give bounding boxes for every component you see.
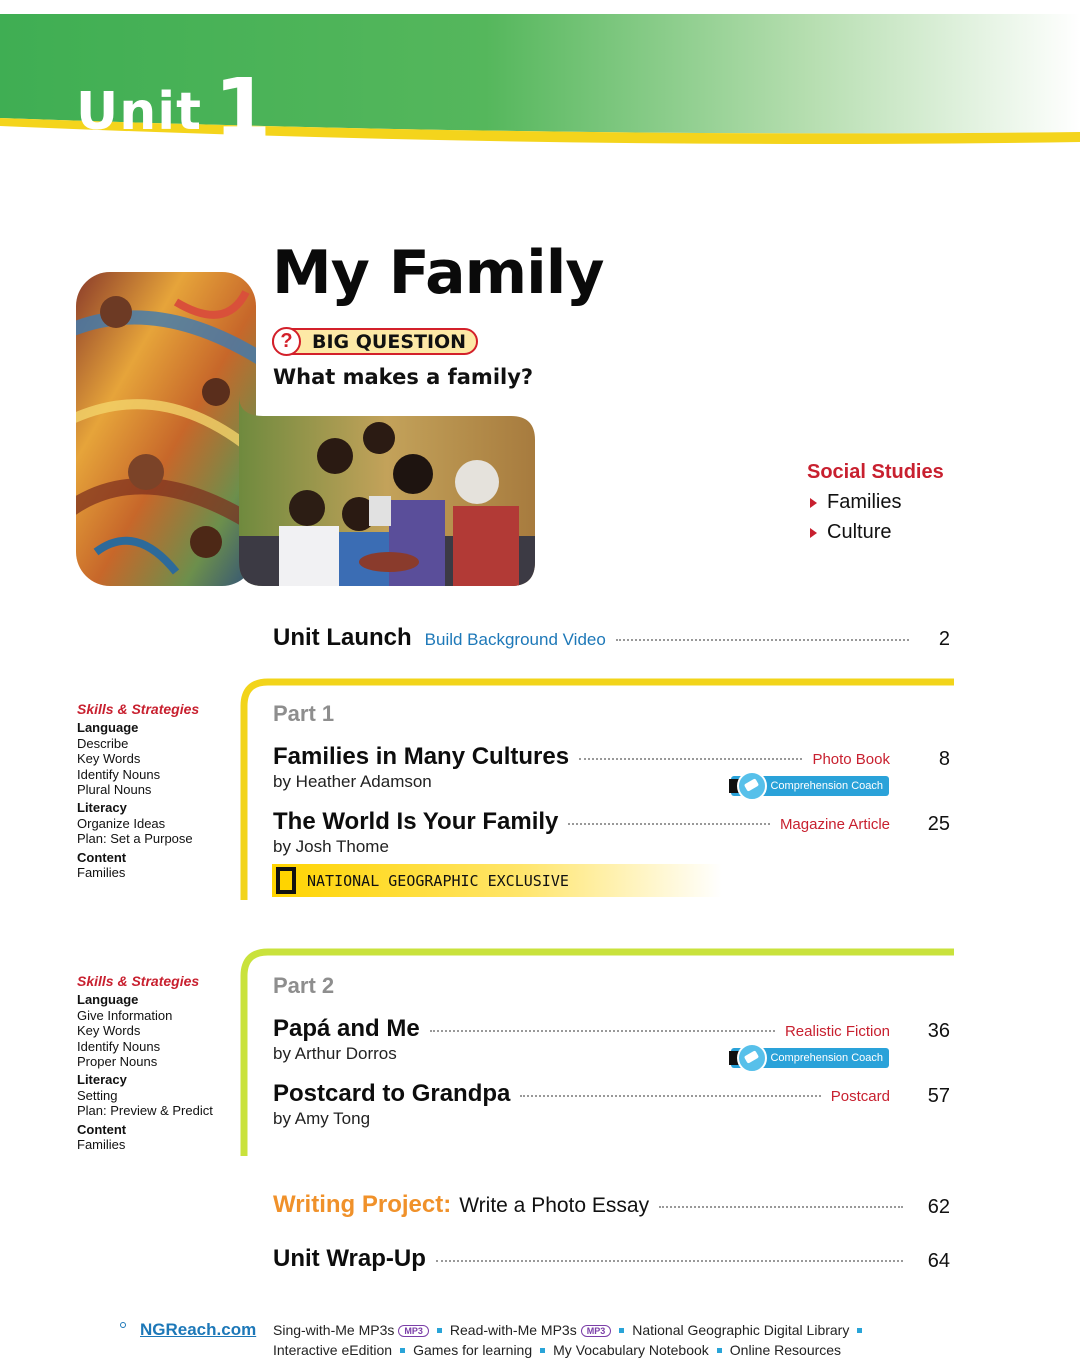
resources-footer: [0, 1314, 1080, 1364]
build-background-video-link[interactable]: Build Background Video: [424, 630, 606, 649]
skills-title: Skills & Strategies: [77, 973, 200, 989]
skills-item: Key Words: [77, 1023, 141, 1039]
page-number: 64: [927, 1250, 950, 1272]
page-number: 62: [927, 1196, 950, 1218]
natgeo-exclusive-banner: [272, 864, 722, 897]
big-question-label: BIG QUESTION: [312, 330, 467, 353]
comprehension-coach-badge[interactable]: [731, 1048, 889, 1068]
skills-item: Families: [77, 1137, 126, 1153]
toc-title: Unit Launch: [273, 624, 412, 651]
footer-resource-link[interactable]: Online Resources: [729, 1342, 842, 1358]
leader-dots: [616, 639, 909, 641]
triangle-bullet-icon: [810, 498, 817, 508]
natgeo-exclusive-text: NATIONAL GEOGRAPHIC EXCLUSIVE: [307, 871, 569, 890]
page-title: My Family: [272, 238, 604, 308]
ngreach-link[interactable]: NGReach.com: [140, 1320, 257, 1339]
author-byline: by Arthur Dorros: [273, 1044, 397, 1063]
skills-heading: Content: [77, 1121, 127, 1137]
toc-row-unit-launch[interactable]: [273, 624, 919, 652]
skills-heading: Language: [77, 720, 139, 736]
genre-label: Magazine Article: [779, 816, 890, 833]
footer-resource-link[interactable]: Read-with-Me MP3s: [449, 1322, 577, 1338]
unit-heading: [76, 54, 271, 157]
social-studies-title: Social Studies: [807, 461, 944, 483]
coach-label: Comprehension Coach: [770, 780, 883, 792]
part-1-label: Part 1: [273, 701, 335, 726]
skills-item: Proper Nouns: [77, 1054, 158, 1070]
toc-title: Papá and Me: [273, 1015, 420, 1042]
skills-heading: Literacy: [77, 800, 127, 816]
part-1-skills: [77, 702, 199, 880]
toc-row-papa-and-me[interactable]: [273, 1015, 890, 1043]
skills-item: Setting: [77, 1087, 118, 1103]
unit-banner: [0, 14, 1080, 157]
writing-project-title: Write a Photo Essay: [459, 1194, 650, 1217]
toc-row-the-world-is-your-family[interactable]: [273, 808, 890, 836]
mouse-icon: [737, 771, 767, 801]
skills-title: Skills & Strategies: [77, 701, 200, 717]
toc-row-families-in-many-cultures[interactable]: [273, 743, 890, 771]
unit-number: 1: [213, 62, 271, 157]
leader-dots: [659, 1206, 903, 1208]
skills-item: Plural Nouns: [77, 782, 152, 798]
social-studies-item: Families: [807, 491, 944, 514]
page-number: 2: [938, 628, 950, 650]
genre-label: Realistic Fiction: [784, 1023, 890, 1040]
natgeo-logo-icon: [276, 867, 296, 894]
mp3-badge-icon: MP3: [581, 1325, 612, 1337]
toc-row-postcard-to-grandpa[interactable]: [273, 1080, 890, 1108]
mp3-badge-icon: MP3: [398, 1325, 429, 1337]
footer-resource-link[interactable]: My Vocabulary Notebook: [553, 1342, 709, 1358]
circle-bullet-icon: [120, 1322, 126, 1328]
mouse-icon: [737, 1043, 767, 1073]
skills-item: Plan: Preview & Predict: [77, 1103, 213, 1119]
leader-dots: [520, 1095, 820, 1097]
skills-heading: Language: [77, 992, 139, 1008]
footer-resource-link[interactable]: Interactive eEdition: [273, 1342, 393, 1358]
author-byline: by Amy Tong: [273, 1109, 371, 1128]
skills-heading: Literacy: [77, 1072, 127, 1088]
big-question-text: What makes a family?: [273, 365, 534, 389]
skills-item: Key Words: [77, 751, 141, 767]
social-studies-item: Culture: [807, 521, 944, 544]
skills-item: Describe: [77, 735, 129, 751]
toc-title: Families in Many Cultures: [273, 743, 570, 770]
skills-item: Plan: Set a Purpose: [77, 831, 193, 847]
author-byline: by Josh Thome: [273, 837, 389, 856]
skills-item: Identify Nouns: [77, 766, 161, 782]
footer-line-2: [273, 1342, 841, 1358]
writing-project-label: Writing Project:: [273, 1191, 452, 1218]
question-icon: ?: [272, 327, 301, 356]
leader-dots: [430, 1030, 775, 1032]
leader-dots: [568, 823, 770, 825]
page-number: 36: [927, 1020, 950, 1042]
unit-word: Unit: [76, 82, 202, 142]
family-photo: [239, 396, 535, 591]
skills-item: Organize Ideas: [77, 815, 166, 831]
page-number: 25: [927, 813, 950, 835]
toc-title: The World Is Your Family: [273, 808, 559, 835]
footer-resource-link[interactable]: Sing-with-Me MP3s: [273, 1322, 395, 1338]
toc-row-writing-project[interactable]: [273, 1191, 913, 1219]
comprehension-coach-badge[interactable]: [731, 776, 889, 796]
part-2-label: Part 2: [273, 973, 335, 998]
footer-resource-link[interactable]: National Geographic Digital Library: [632, 1322, 850, 1338]
page-number: 57: [927, 1085, 950, 1107]
skills-item: Identify Nouns: [77, 1038, 161, 1054]
genre-label: Photo Book: [812, 751, 890, 768]
triangle-bullet-icon: [810, 528, 817, 538]
part-2-skills: [77, 974, 213, 1152]
footer-resource-link[interactable]: Games for learning: [413, 1342, 533, 1358]
skills-item: Families: [77, 865, 126, 881]
toc-title: Unit Wrap-Up: [273, 1245, 426, 1272]
leader-dots: [579, 758, 802, 760]
toc-title: Postcard to Grandpa: [273, 1080, 511, 1107]
skills-item: Give Information: [77, 1007, 173, 1023]
page-number: 8: [938, 748, 950, 770]
coach-label: Comprehension Coach: [770, 1052, 883, 1064]
footer-line-1: [273, 1322, 870, 1338]
social-studies-box: [807, 461, 944, 544]
skills-heading: Content: [77, 849, 127, 865]
artwork-image: [76, 272, 256, 591]
author-byline: by Heather Adamson: [273, 772, 432, 791]
toc-row-unit-wrap-up[interactable]: [273, 1245, 913, 1273]
leader-dots: [436, 1260, 903, 1262]
genre-label: Postcard: [830, 1088, 890, 1105]
big-question-badge: [272, 328, 478, 355]
